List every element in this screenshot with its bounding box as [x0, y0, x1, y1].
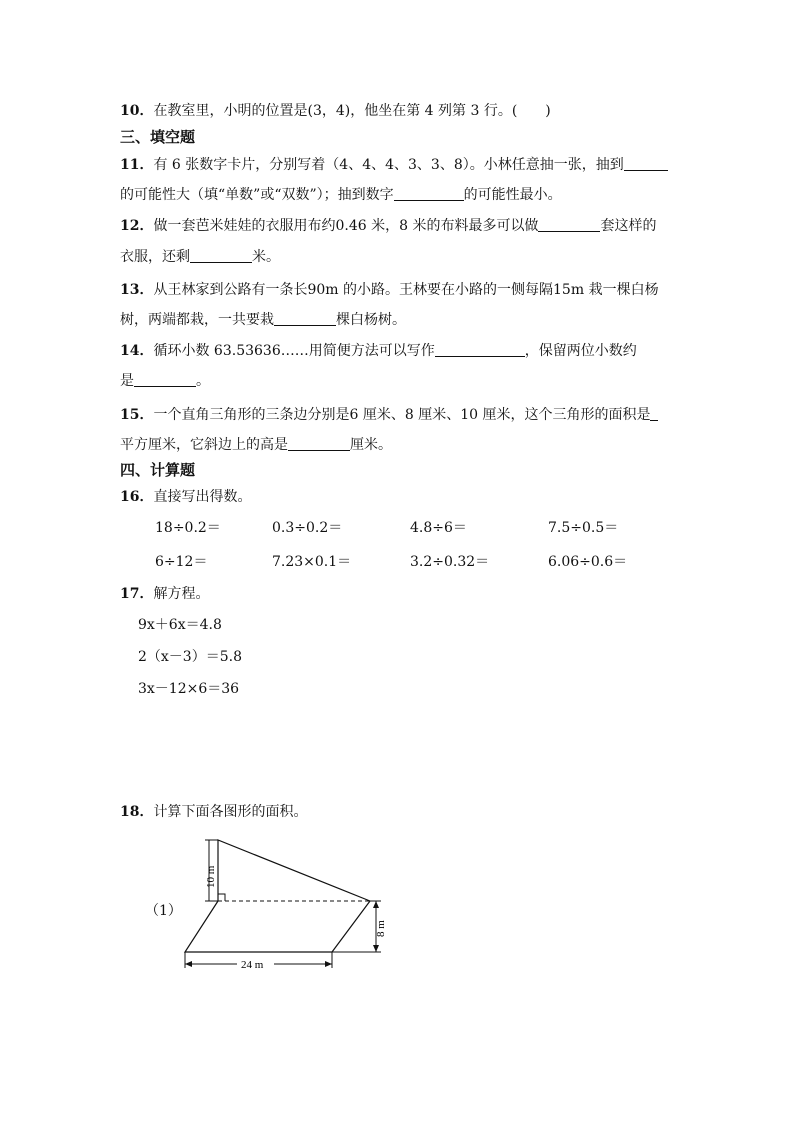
- arrow-up: [373, 901, 379, 908]
- question-text: 计算下面各图形的面积。: [153, 804, 308, 820]
- question-text: 一个直角三角形的三条边分别是6 厘米、8 厘米、10 厘米，这个三角形的面积是: [153, 407, 651, 423]
- question-number: 17．: [120, 586, 154, 602]
- question-text: 套这样的: [600, 218, 657, 234]
- question-text: 的可能性大（填“单数”或“双数”）；抽到数字: [120, 187, 394, 203]
- question-text: 衣服，还剩: [120, 249, 190, 265]
- arrow-down: [373, 945, 379, 952]
- calc-item: 3.2÷0.32＝: [410, 554, 490, 570]
- calc-item: 7.23×0.1＝: [272, 554, 352, 570]
- calc-item: 0.3÷0.2＝: [272, 520, 343, 536]
- question-text: 做一套芭米娃娃的衣服用布约0.46 米，8 米的布料最多可以做: [153, 218, 539, 234]
- calc-item: 18÷0.2＝: [155, 520, 221, 536]
- question-number: 14．: [120, 343, 154, 359]
- question-number: 15．: [120, 407, 154, 423]
- calc-item: 7.5÷0.5＝: [548, 520, 619, 536]
- arrow-right: [325, 961, 332, 967]
- question-text: 棵白杨树。: [336, 312, 406, 328]
- question-text: 厘米。: [350, 437, 392, 453]
- calc-item: 6.06÷0.6＝: [548, 554, 628, 570]
- right-angle-mark: [218, 894, 225, 901]
- dim-label-right-height: 8 m: [375, 920, 387, 937]
- question-number: 16．: [120, 489, 154, 505]
- question-number: 18．: [120, 804, 154, 820]
- section-title-calculation: 四、计算题: [120, 461, 196, 479]
- question-text: 在教室里，小明的位置是(3，4)，他坐在第 4 列第 3 行。( ): [153, 103, 551, 119]
- calc-item: 4.8÷6＝: [410, 520, 467, 536]
- question-text: 平方厘米，它斜边上的高是: [120, 437, 288, 453]
- dim-label-top-height: 10 m: [205, 865, 217, 888]
- dim-label-base: 24 m: [241, 959, 264, 971]
- figure-label: （1）: [145, 903, 182, 919]
- arrow-left: [185, 961, 192, 967]
- question-text: 。: [196, 373, 210, 389]
- question-text: ，保留两位小数约: [524, 343, 637, 359]
- parallelogram-outline: [185, 901, 370, 952]
- question-number: 11．: [120, 157, 154, 173]
- question-text: 从王林家到公路有一条长90m 的小路。王林要在小路的一侧每隔15m 栽一棵白杨: [153, 282, 659, 298]
- equation: 2（x－3）＝5.8: [138, 649, 242, 665]
- section-title-fill-in: 三、填空题: [120, 128, 196, 146]
- triangle-outline: [218, 840, 370, 901]
- question-text: 是: [120, 373, 134, 389]
- equation: 3x－12×6＝36: [138, 681, 240, 697]
- question-text: 循环小数 63.53636……用简便方法可以写作: [153, 343, 435, 359]
- question-text: 米。: [252, 249, 280, 265]
- question-text: 树，两端都栽，一共要栽: [120, 312, 274, 328]
- question-text: 有 6 张数字卡片，分别写着（4、4、4、3、3、8）。小林任意抽一张，抽到: [153, 157, 624, 173]
- calc-item: 6÷12＝: [155, 554, 208, 570]
- question-number: 10．: [120, 103, 154, 119]
- question-text: 直接写出得数。: [153, 489, 252, 505]
- equation: 9x＋6x＝4.8: [138, 617, 222, 633]
- question-text: 解方程。: [153, 586, 210, 602]
- question-text: 的可能性最小。: [463, 187, 562, 203]
- question-number: 13．: [120, 282, 154, 298]
- question-number: 12．: [120, 218, 154, 234]
